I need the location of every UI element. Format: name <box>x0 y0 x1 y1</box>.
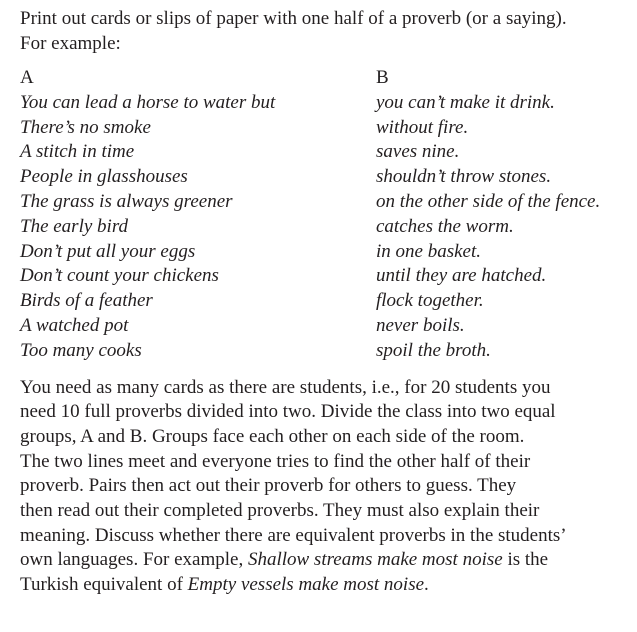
intro-line-1: Print out cards or slips of paper with one half of a proverb (or a saying). <box>20 8 567 29</box>
proverb-first-half: People in glasshouses <box>20 166 188 188</box>
proverb-first-half: Don’t count your chickens <box>20 265 219 287</box>
column-b <box>376 66 625 364</box>
document-page <box>20 6 625 598</box>
example-proverb-english: Empty vessels make most noise <box>187 574 425 596</box>
instructions-line: Turkish equivalent of <box>20 574 188 596</box>
proverb-first-half: There’s no smoke <box>20 116 151 138</box>
proverb-first-half: A watched pot <box>20 314 129 336</box>
instructions-line: meaning. Discuss whether there are equivalent proverbs in the students’ <box>20 524 567 546</box>
proverb-second-half: catches the worm. <box>376 215 514 237</box>
proverb-second-half: in one basket. <box>376 240 482 262</box>
proverb-second-half: saves nine. <box>376 141 460 163</box>
column-a-header: A <box>20 67 34 88</box>
instructions-line: proverb. Pairs then act out their proverb for others to guess. They <box>20 475 517 497</box>
proverb-first-half: Don’t put all your eggs <box>20 240 196 262</box>
intro-line-2: For example: <box>20 33 121 54</box>
proverb-second-half: flock together. <box>376 290 484 312</box>
proverb-first-half: You can lead a horse to water but <box>20 91 276 113</box>
instructions-line: groups, A and B. Groups face each other on each side of the room. <box>20 425 525 447</box>
proverb-first-half: The early bird <box>20 215 129 237</box>
instructions-line: own languages. For example, <box>20 549 248 571</box>
proverb-first-half: Too many cooks <box>20 339 142 361</box>
proverb-first-half: A stitch in time <box>20 141 135 163</box>
proverb-second-half: until they are hatched. <box>376 265 547 287</box>
column-a <box>20 66 376 364</box>
instructions-line: You need as many cards as there are students, i.e., for 20 students you <box>20 376 551 398</box>
proverb-second-half: you can’t make it drink. <box>376 91 555 113</box>
instructions-text: is the <box>502 549 549 571</box>
proverb-second-half: without fire. <box>376 116 469 138</box>
proverb-columns <box>20 66 625 364</box>
instructions-paragraph <box>20 376 625 598</box>
proverb-second-half: spoil the broth. <box>376 339 491 361</box>
proverb-first-half: The grass is always greener <box>20 190 233 212</box>
instructions-line: need 10 full proverbs divided into two. Divide the class into two equal <box>20 401 556 423</box>
proverb-second-half: on the other side of the fence. <box>376 190 601 212</box>
proverb-second-half: shouldn’t throw stones. <box>376 166 552 188</box>
example-proverb-turkish: Shallow streams make most noise <box>247 549 503 571</box>
instructions-text: . <box>424 574 429 596</box>
column-b-header: B <box>376 67 389 88</box>
proverb-second-half: never boils. <box>376 314 465 336</box>
intro-paragraph <box>20 6 625 56</box>
proverb-first-half: Birds of a feather <box>20 290 153 312</box>
instructions-line: then read out their completed proverbs. They must also explain their <box>20 500 540 522</box>
instructions-line: The two lines meet and everyone tries to find the other half of their <box>20 450 531 472</box>
